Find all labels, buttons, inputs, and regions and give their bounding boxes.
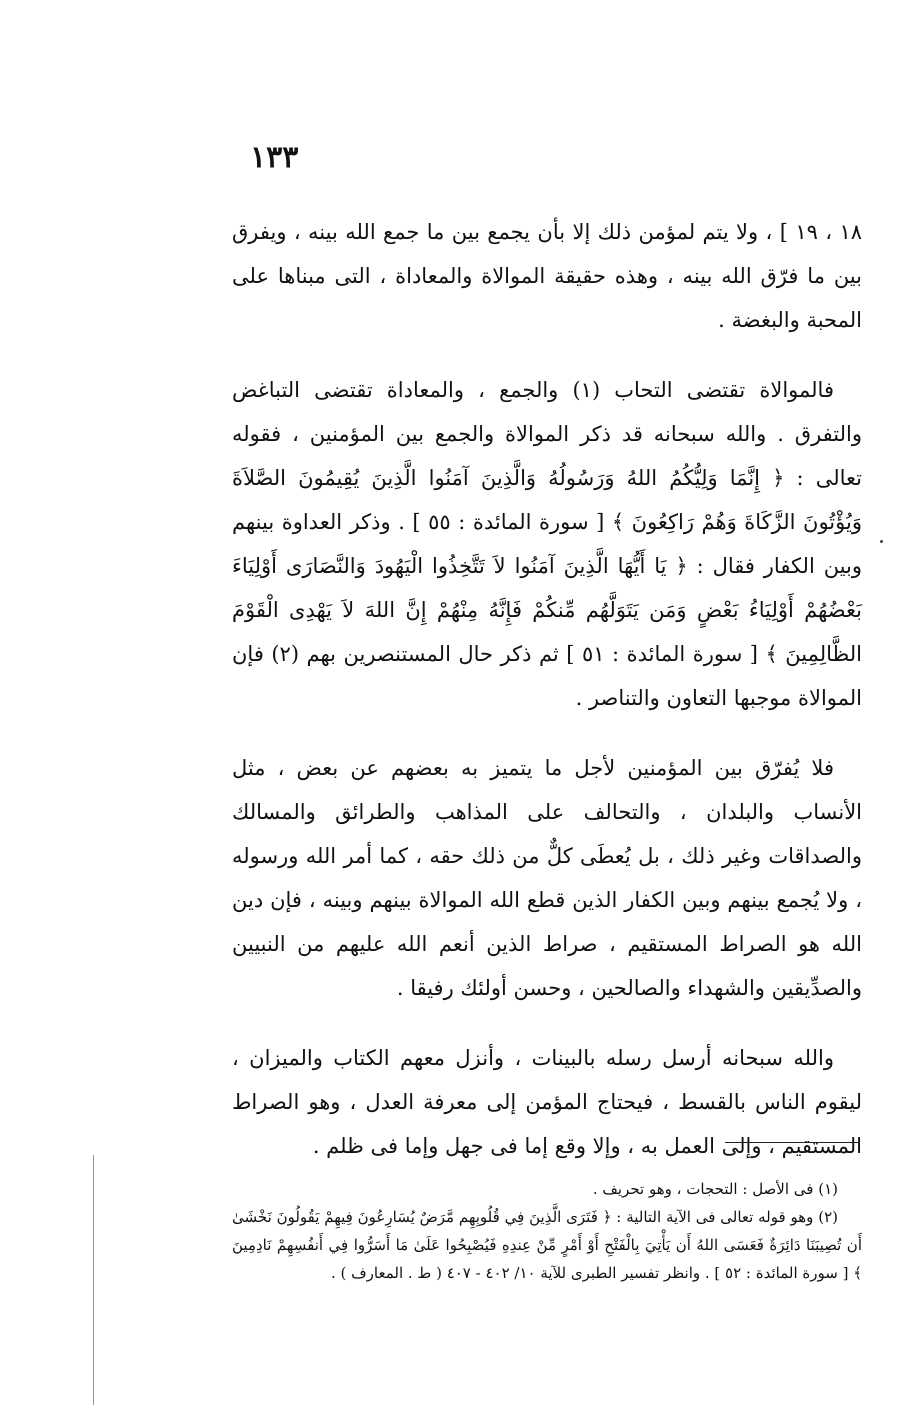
margin-dot	[880, 540, 883, 543]
footnotes	[232, 1175, 862, 1287]
scan-edge-line	[93, 1155, 94, 1405]
footnote-divider	[725, 1142, 860, 1143]
footnote-1: (١) فى الأصل : التحجات ، وهو تحريف .	[592, 1180, 838, 1198]
page-number: ١٣٣	[250, 140, 299, 175]
main-text	[232, 210, 862, 1194]
paragraph-2: فالموالاة تقتضى التحاب (١) والجمع ، والمعاداة تقتضى التباغض والتفرق . والله سبحانه قد ذكر الموالاة والجمع بين المؤمنين ، فقوله تعالى : ﴿ إِنَّمَا وَلِيُّكُمُ اللهُ وَرَسُولُهُ وَالَّذِينَ آمَنُوا الَّذِينَ يُقِيمُونَ الصَّلاَةَ وَيُؤْتُونَ الزَّكَاةَ وَهُمْ رَاكِعُونَ ﴾ [ سورة المائدة : ٥٥ ] . وذكر العداوة بينهم وبين الكفار فقال : ﴿ يَا أَيُّهَا الَّذِينَ آمَنُوا لاَ تَتَّخِذُوا الْيَهُودَ وَالنَّصَارَى أَوْلِيَاءَ بَعْضُهُمْ أَوْلِيَاءُ بَعْضٍ وَمَن يَتَوَلَّهُم مِّنكُمْ فَإِنَّهُ مِنْهُمْ إِنَّ اللهَ لاَ يَهْدِى الْقَوْمَ الظَّالِمِينَ ﴾ [ سورة المائدة : ٥١ ] ثم ذكر حال المستنصرين بهم (٢) فإن الموالاة موجبها التعاون والتناصر .	[232, 378, 863, 710]
paragraph-4: والله سبحانه أرسل رسله بالبينات ، وأنزل معهم الكتاب والميزان ، ليقوم الناس بالقسط ، فيحتاج المؤمن إلى معرفة العدل ، وهو الصراط المستقيم ، وإلى العمل به ، وإلا وقع إما فى جهل وإما فى ظلم .	[232, 1046, 862, 1158]
paragraph-1: ١٨ ، ١٩ ] ، ولا يتم لمؤمن ذلك إلا بأن يجمع بين ما جمع الله بينه ، ويفرق بين ما فرّق الله بينه ، وهذه حقيقة الموالاة والمعاداة ، التى مبناها على المحبة والبغضة .	[232, 220, 862, 332]
paragraph-3: فلا يُفرّق بين المؤمنين لأجل ما يتميز به بعضهم عن بعض ، مثل الأنساب والبلدان ، والتحالف على المذاهب والطرائق والمسالك والصداقات وغير ذلك ، بل يُعطَى كلٌّ من ذلك حقه ، كما أمر الله ورسوله ، ولا يُجمع بينهم وبين الكفار الذين قطع الله الموالاة بينهم وبينه ، فإن دين الله هو الصراط المستقيم ، صراط الذين أنعم الله عليهم من النبيين والصدِّيقين والشهداء والصالحين ، وحسن أولئك رفيقا .	[232, 756, 862, 1000]
footnote-2: (٢) وهو قوله تعالى فى الآية التالية : ﴿ فَتَرَى الَّذِينَ فِي قُلُوبِهِم مَّرَضٌ يُسَارِعُونَ فِيهِمْ يَقُولُونَ نَخْشَىٰ أَن تُصِيبَنَا دَائِرَةٌ فَعَسَى اللهُ أَن يَأْتِيَ بِالْفَتْحِ أَوْ أَمْرٍ مِّنْ عِندِهِ فَيُصْبِحُوا عَلَىٰ مَا أَسَرُّوا فِي أَنفُسِهِمْ نَادِمِينَ ﴾ [ سورة المائدة : ٥٢ ] . وانظر تفسير الطبرى للآية ١٠/ ٤٠٢ - ٤٠٧ ( ط . المعارف ) .	[232, 1208, 862, 1282]
